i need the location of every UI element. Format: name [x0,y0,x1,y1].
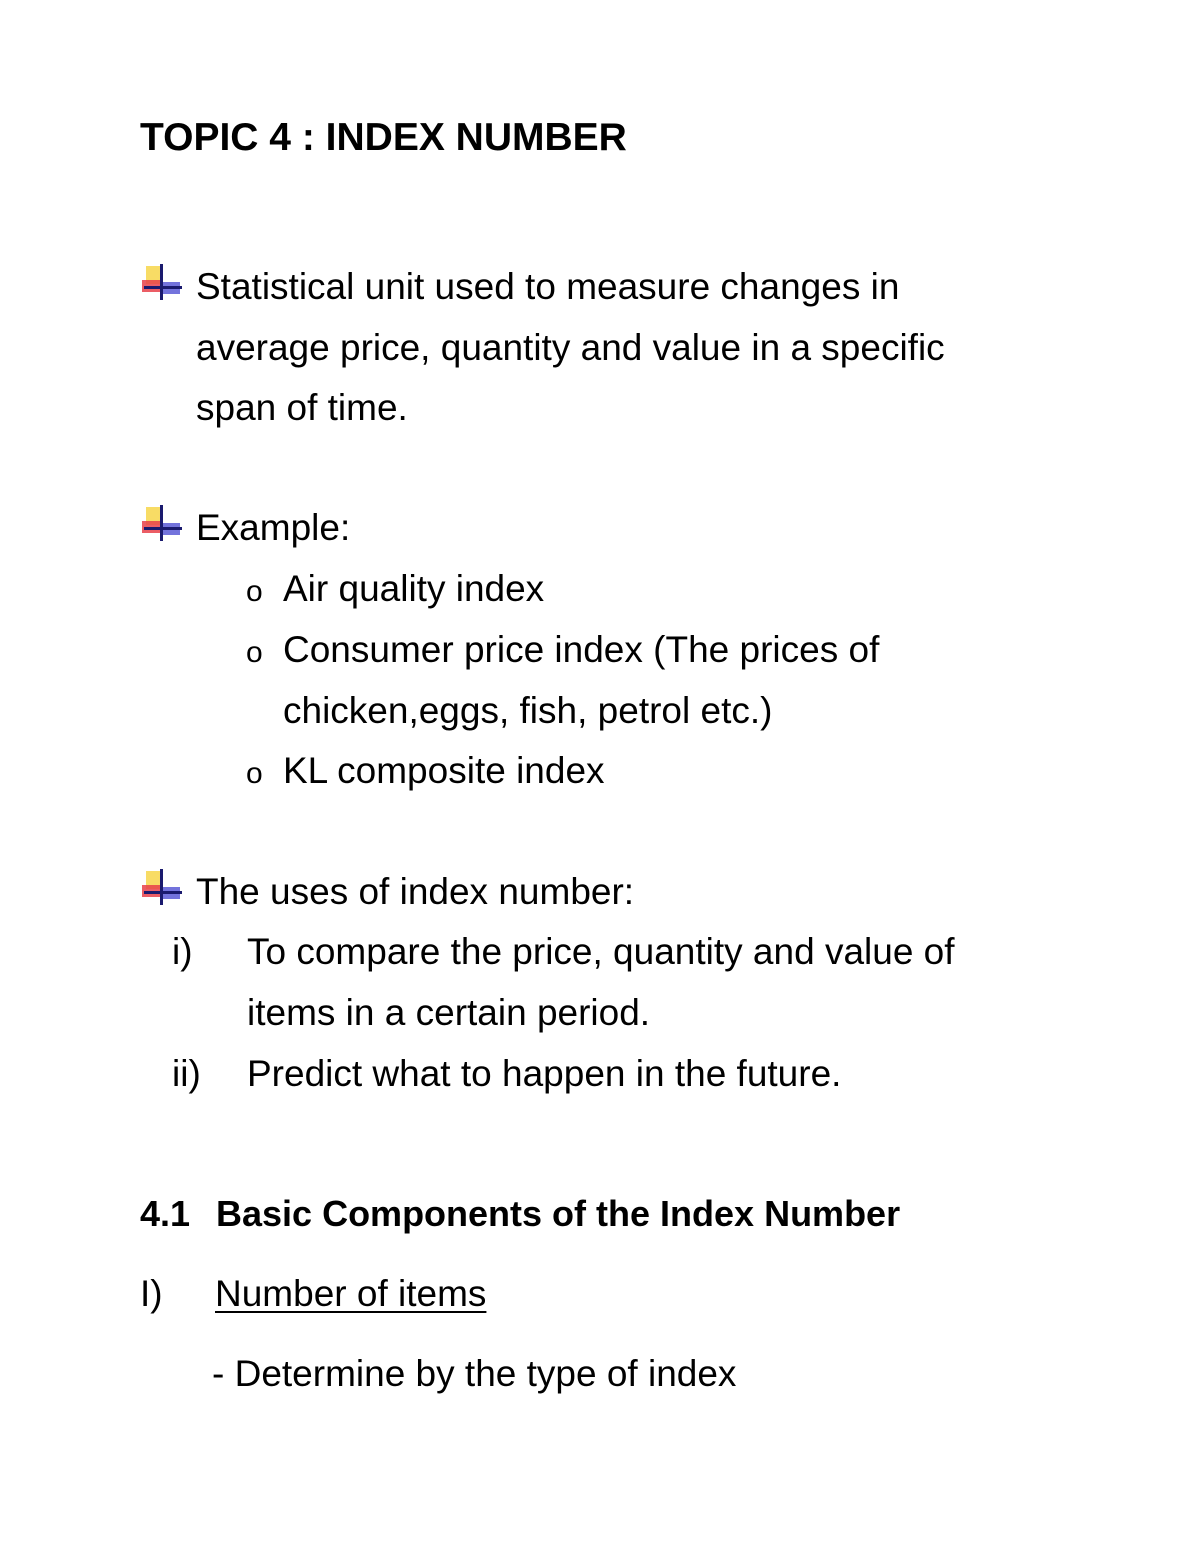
sub-section-note: - Determine by the type of index [212,1353,737,1394]
page-title: TOPIC 4 : INDEX NUMBER [140,116,627,159]
uses-item-line: Predict what to happen in the future. [247,1053,842,1094]
uses-label: The uses of index number: [196,871,635,912]
example-item: KL composite index [283,750,605,791]
definition-line-3: span of time. [196,387,408,428]
example-item: Air quality index [283,568,545,609]
definition-line-1: Statistical unit used to measure changes in [196,266,900,307]
section-number: 4.1 [140,1193,191,1234]
bullet-icon [140,503,184,543]
uses-item-line: items in a certain period. [247,992,651,1033]
bullet-icon [140,262,184,302]
sub-section-title: Number of items [215,1273,487,1314]
uses-marker: i) [172,931,193,972]
circle-bullet-icon: o [246,757,263,790]
example-item-continuation: chicken,eggs, fish, petrol etc.) [283,690,773,731]
circle-bullet-icon: o [246,636,263,669]
sub-section-marker: I) [140,1273,163,1314]
uses-item-line: To compare the price, quantity and value of [247,931,955,972]
example-item: Consumer price index (The prices of [283,629,880,670]
example-label: Example: [196,507,351,548]
uses-marker: ii) [172,1053,201,1094]
section-title: Basic Components of the Index Number [216,1193,901,1234]
definition-line-2: average price, quantity and value in a specific [196,327,945,368]
bullet-icon [140,867,184,907]
circle-bullet-icon: o [246,575,263,608]
